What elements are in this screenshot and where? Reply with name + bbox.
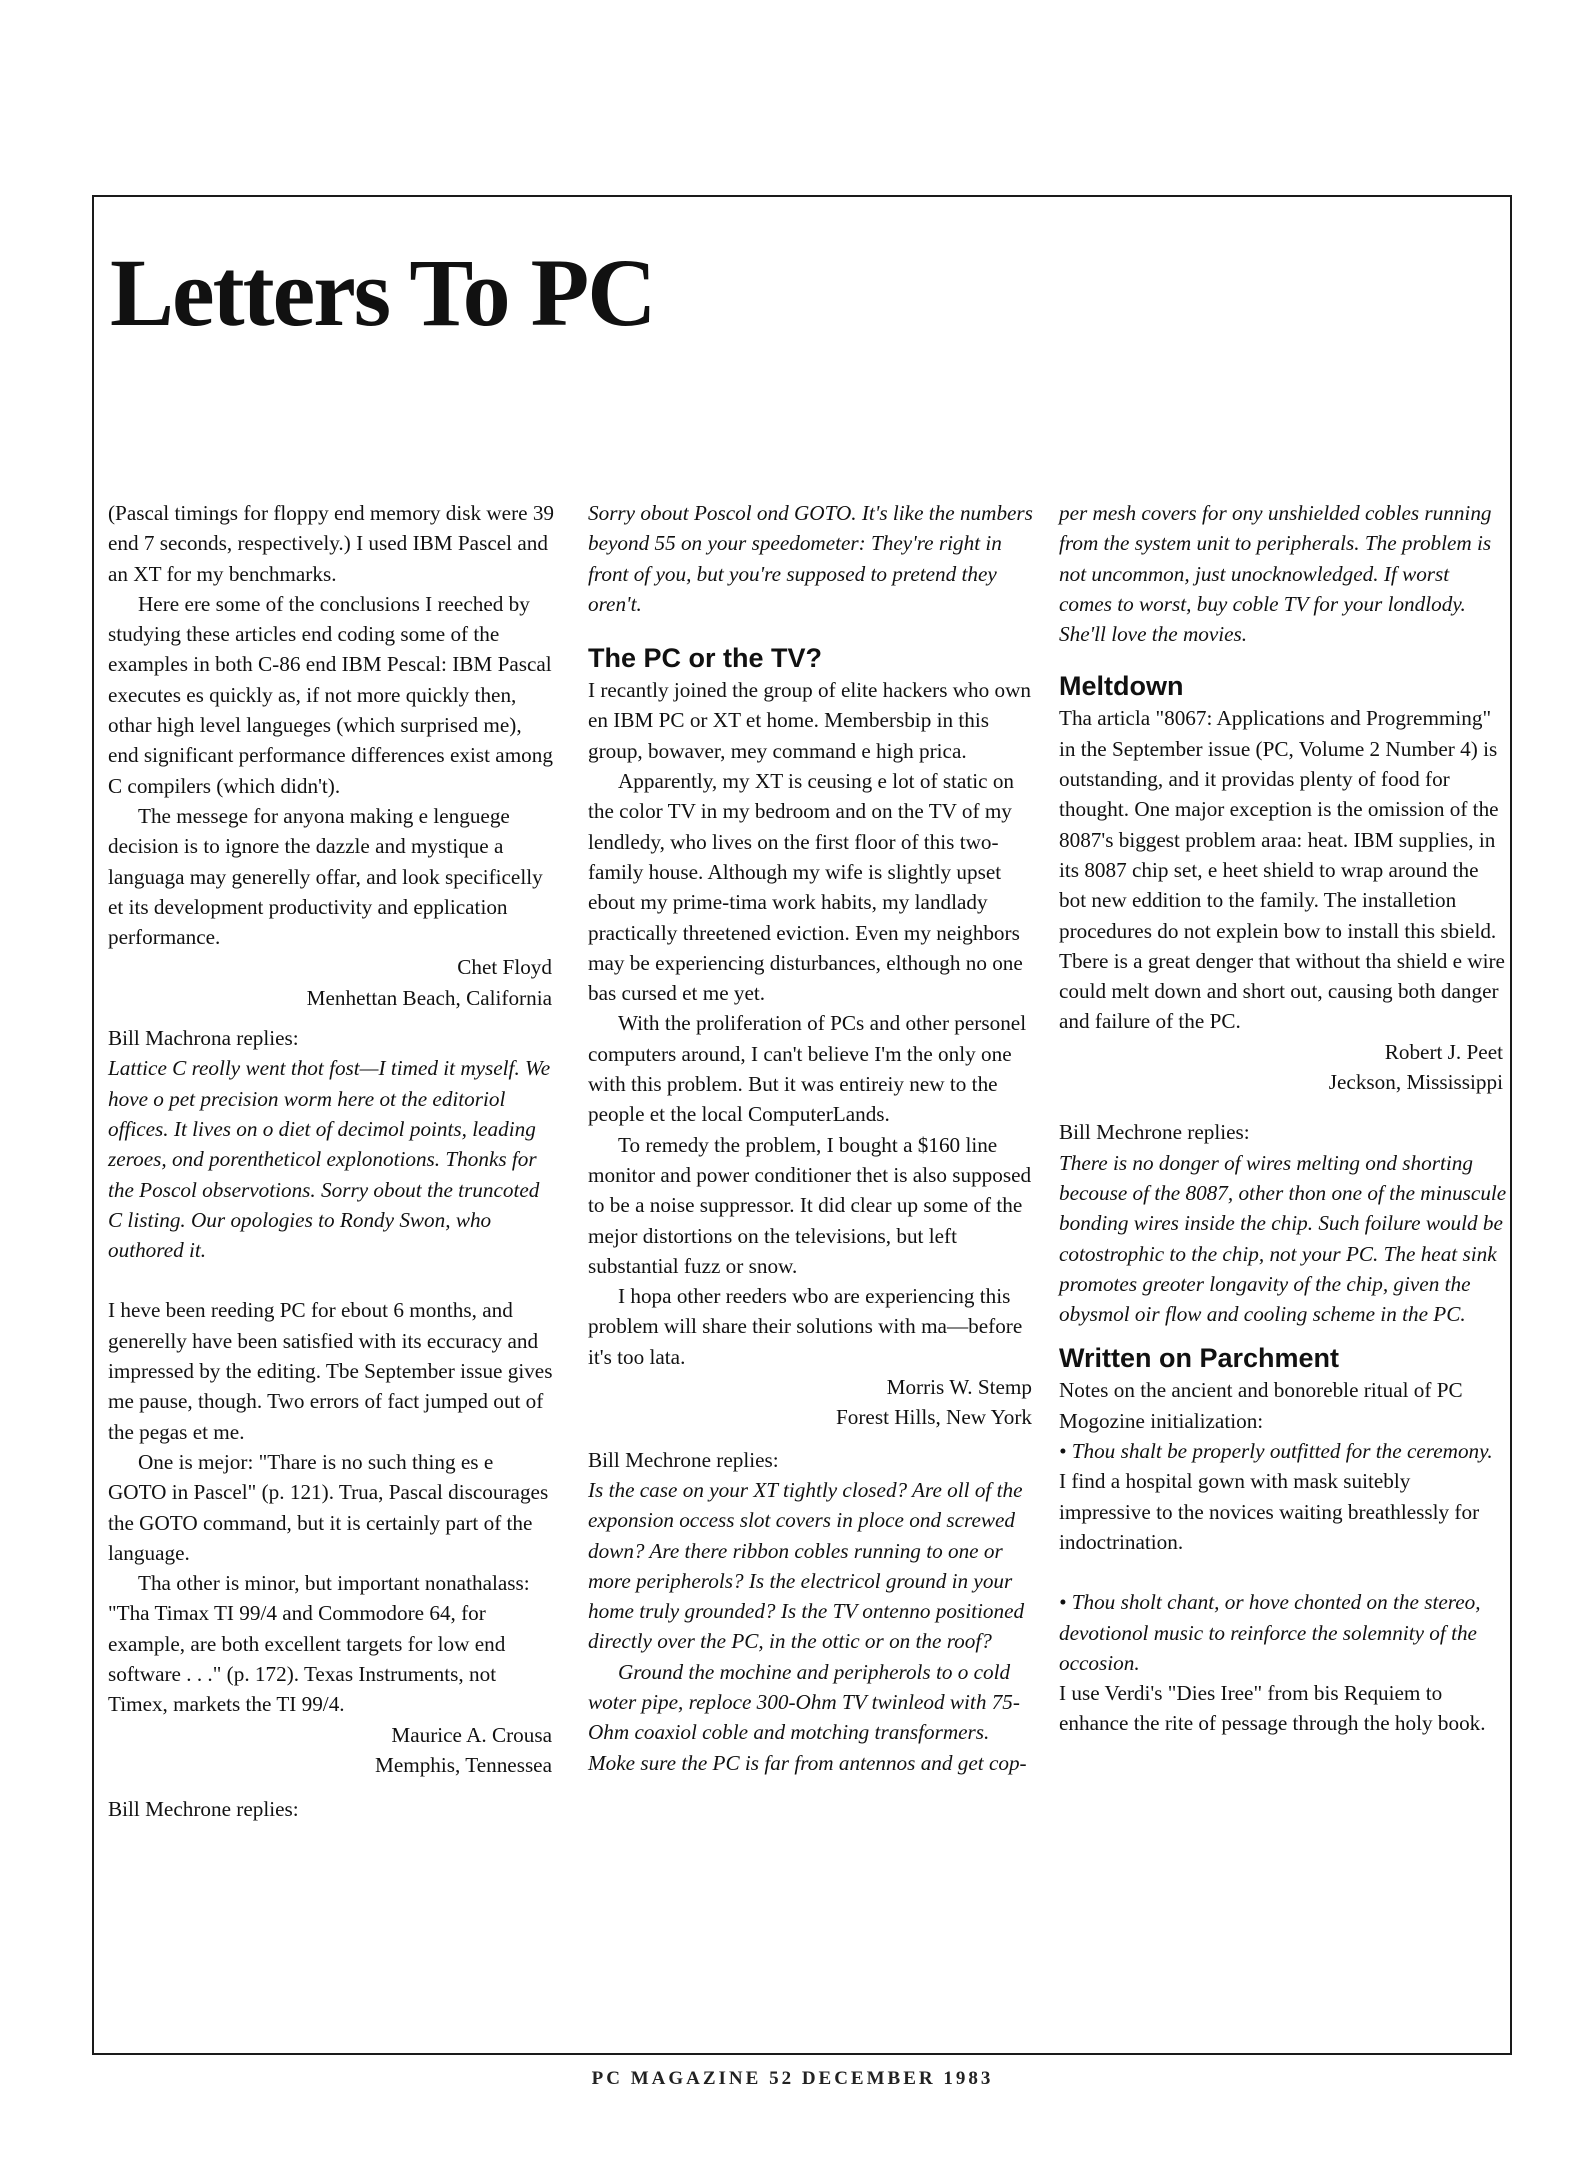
- signature-name: Morris W. Stemp: [886, 1375, 1032, 1400]
- signature-place: Forest Hills, New York: [835, 1405, 1032, 1430]
- reply-label: Bill Mechrone replies:: [588, 1447, 779, 1472]
- section-heading: The PC or the TV?: [588, 643, 823, 674]
- paragraph: To remedy the problem, I bought a $160 line monitor and power conditioner thet is also supposed to be a noise suppressor. It did clear up some of the mejor distortions on the televisions, but left substantial fuzz or snow.: [588, 1132, 1032, 1278]
- spacer: [108, 1265, 556, 1295]
- paragraph: I hopa other reeders wbo are experiencing this problem will share their solutions with ma—before it's too lata.: [588, 1284, 1023, 1369]
- paragraph: Apparently, my XT is ceusing e lot of static on the color TV in my bedroom and on the TV of my lendledy, who lives on the first floor of this two-family house. Although my wife is slightly upset ebout my prime-tima work habits, my landlady practically threetened eviction. Even my neighbors may be experiencing disturbances, elthough no one bas cursed et me yet.: [588, 769, 1023, 1006]
- editor-reply: Lattice C reolly went thot fost—I timed it myself. We hove o pet precision worm here ot the editoriol offices. It lives on o diet of decimol points, leading zeroes, ond porentheticol explonotions. Thonks for the Poscol observotions. Sorry obout the truncoted C listing. Our opologies to Rondy Swon, who outhored it.: [108, 1056, 551, 1263]
- paragraph: With the proliferation of PCs and other personel computers around, I can't believe I'm the only one with this problem. But it was entireiy new to the people et the local ComputerLands.: [588, 1011, 1027, 1127]
- signature-name: Maurice A. Crousa: [391, 1722, 552, 1747]
- paragraph: Tha articla "8067: Applications and Progremming" in the September issue (PC, Volume 2 Number 4) is outstanding, and it providas plenty of food for thought. One major exception is the omission of the 8087's biggest problem araa: heat. IBM supplies, in its 8087 chip set, e heet shield to wrap around the bot new eddition to the family. The installetion procedures do not explein bow to install this sbield. Tbere is a great denger that without tha shield e wire could melt down and short out, causing both danger and failure of the PC.: [1059, 706, 1505, 1034]
- signature-place: Jeckson, Mississippi: [1328, 1070, 1503, 1095]
- paragraph: I recantly joined the group of elite hackers who own en IBM PC or XT et home. Membersbip in this group, bowaver, mey command e high prica.: [588, 678, 1032, 763]
- page-title: Letters To PC: [110, 239, 655, 346]
- editor-reply: per mesh covers for ony unshielded cobles running from the system unit to peripherals. The problem is not uncommon, just unocknowledged. If worst comes to worst, buy coble TV for your londlody. She'll love the movies.: [1059, 501, 1492, 647]
- paragraph: I find a hospital gown with mask suitebly impressive to the novices waiting breathlessly for indoctrination.: [1059, 1469, 1480, 1554]
- paragraph: Tha other is minor, but important nonathalass: "Tha Timax TI 99/4 and Commodore 64, for example, are both excellent targets for low end software . . ." (p. 172). Texas Instruments, not Timex, markets the TI 99/4.: [108, 1571, 530, 1717]
- editor-reply: Is the case on your XT tightly closed? Are oll of the exponsion occess slot covers in ploce ond screwed down? Are there ribbon cobles running to one or more peripherols? Is the electricol ground in your home truly grounded? Is the TV ontenno positioned directly over the PC, in the ottic or on the roof?: [588, 1477, 1025, 1654]
- paragraph: Notes on the ancient and bonoreble ritual of PC Mogozine initialization:: [1059, 1378, 1463, 1433]
- signature-name: Chet Floyd: [457, 955, 552, 980]
- reply-label: Bill Mechrone replies:: [108, 1797, 299, 1822]
- paragraph: One is mejor: "Thare is no such thing es e GOTO in Pascel" (p. 121). Trua, Pascal discourages the GOTO command, but it is certainly part of the language.: [108, 1449, 549, 1565]
- editor-reply: There is no donger of wires melting ond shorting becouse of the 8087, other thon one of the minuscule bonding wires inside the chip. Such foilure would be cotostrophic to the chip, not your PC. The heat sink promotes greoter longavity of the chip, given the obysmol oir flow and cooling scheme in the PC.: [1059, 1150, 1507, 1327]
- paragraph: The messege for anyona making e lenguege decision is to ignore the dazzle and mystique a languaga may generelly offar, and look specificelly et its development productivity and epplication performance.: [108, 803, 543, 950]
- signature-place: Memphis, Tennessea: [374, 1752, 552, 1777]
- section-heading: Written on Parchment: [1059, 1343, 1340, 1374]
- signature-place: Menhettan Beach, California: [306, 985, 552, 1010]
- editor-reply: Sorry obout Poscol ond GOTO. It's like the numbers beyond 55 on your speedometer: They're right in front of you, but you're supposed to pretend they oren't.: [588, 501, 1033, 616]
- bullet-item: • Thou shalt be properly outfitted for the ceremony.: [1059, 1439, 1493, 1464]
- column-2: [588, 498, 1036, 1778]
- page-footer: PC MAGAZINE 52 DECEMBER 1983: [591, 2068, 994, 2089]
- column-3: [1059, 498, 1507, 1739]
- reply-label: Bill Mechrone replies:: [1059, 1120, 1250, 1145]
- paragraph: (Pascal timings for floppy end memory disk were 39 end 7 seconds, respectively.) I used IBM Pascel and an XT for my benchmarks.: [108, 501, 555, 586]
- editor-reply: Ground the mochine and peripherols to o cold woter pipe, reploce 300-Ohm TV twinleod with 75-Ohm coaxiol coble and motching transformers. Moke sure the PC is far from antennos and get cop-: [588, 1659, 1027, 1775]
- reply-label: Bill Machrona replies:: [108, 1026, 299, 1051]
- bullet-item: • Thou sholt chant, or hove chonted on the stereo, devotionol music to reinforce the solemnity of the occosion.: [1059, 1590, 1481, 1675]
- signature-name: Robert J. Peet: [1384, 1039, 1503, 1064]
- column-1: [108, 498, 556, 1824]
- spacer: [1059, 1557, 1507, 1587]
- paragraph: I use Verdi's "Dies Iree" from bis Requiem to enhance the rite of pessage through the holy book.: [1059, 1681, 1486, 1736]
- paragraph: I heve been reeding PC for ebout 6 months, and generelly have been satisfied with its eccuracy and impressed by the editing. Tbe September issue gives me pause, though. Two errors of fact jumped out of the pegas et me.: [108, 1298, 553, 1444]
- paragraph: Here ere some of the conclusions I reeched by studying these articles end coding some of the examples in both C-86 end IBM Pescal: IBM Pascal executes es quickly as, if not more quickly then, othar high level langueges (which surprised me), end significant performance differences exist among C compilers (which didn't).: [108, 591, 553, 798]
- section-heading: Meltdown: [1059, 671, 1184, 702]
